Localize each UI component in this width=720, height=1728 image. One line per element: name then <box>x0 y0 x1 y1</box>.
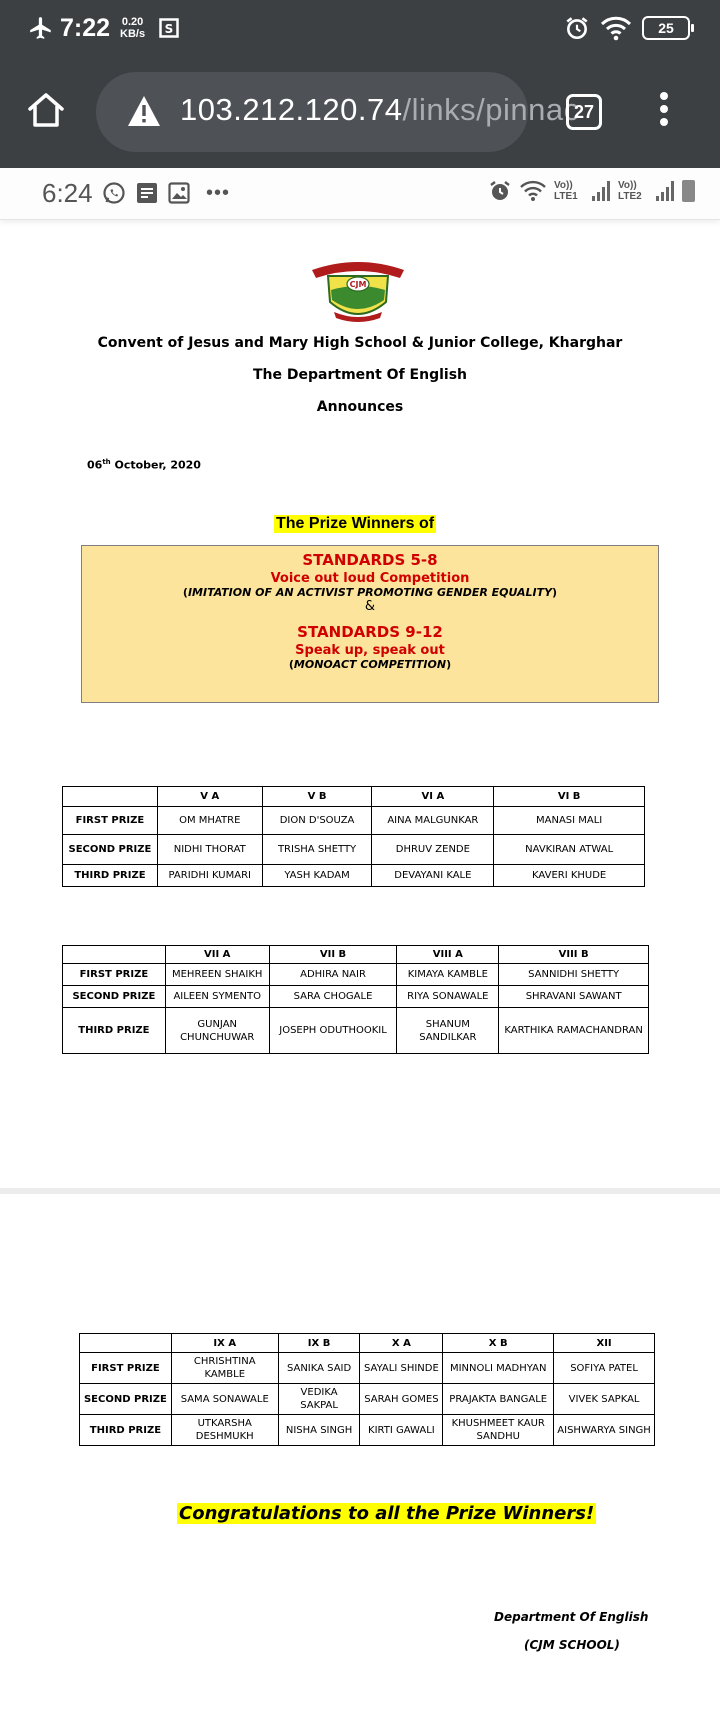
column-header: VI B <box>494 787 645 807</box>
winner-cell: SAMA SONAWALE <box>171 1384 278 1415</box>
column-header: IX A <box>171 1334 278 1353</box>
winner-cell: VIVEK SAPKAL <box>554 1384 655 1415</box>
table-row <box>80 1384 655 1415</box>
winner-cell: SARAH GOMES <box>360 1384 443 1415</box>
status-bar-left <box>28 12 179 44</box>
winner-cell: TRISHA SHETTY <box>262 835 372 865</box>
embedded-notification-icons <box>102 181 230 205</box>
embedded-alarm-icon <box>488 179 512 203</box>
winner-cell: DION D'SOUZA <box>262 807 372 835</box>
row-label: THIRD PRIZE <box>63 865 158 887</box>
row-label: FIRST PRIZE <box>63 807 158 835</box>
status-time: 7:22 <box>60 13 111 42</box>
winner-cell: SANIKA SAID <box>278 1353 360 1384</box>
school-crest-logo <box>308 256 408 324</box>
winner-cell: SOFIYA PATEL <box>554 1353 655 1384</box>
winner-cell: SARA CHOGALE <box>269 986 397 1008</box>
url-text[interactable]: 103.212.120.74/links/pinnac <box>180 92 580 127</box>
winner-cell: VEDIKA SAKPAL <box>278 1384 360 1415</box>
column-header: VII A <box>165 946 269 964</box>
winner-cell: KIMAYA KAMBLE <box>397 964 499 986</box>
battery-indicator: 25 <box>642 16 690 40</box>
tab-switcher-button[interactable]: 27 <box>566 94 602 130</box>
column-header: VIII B <box>499 946 649 964</box>
table-row <box>63 964 649 986</box>
table-row <box>80 1415 655 1446</box>
row-label: SECOND PRIZE <box>80 1384 172 1415</box>
notification-s-icon <box>159 18 179 38</box>
row-label: FIRST PRIZE <box>63 964 166 986</box>
signature-department: Department Of English <box>494 1610 649 1624</box>
home-icon[interactable] <box>26 90 66 130</box>
embedded-wifi-icon <box>520 180 546 202</box>
table-row <box>63 1008 649 1054</box>
winner-cell: SHRAVANI SAWANT <box>499 986 649 1008</box>
winner-cell: KAVERI KHUDE <box>494 865 645 887</box>
winner-cell: JOSEPH ODUTHOOKIL <box>269 1008 397 1054</box>
row-label: THIRD PRIZE <box>80 1415 172 1446</box>
row-label: SECOND PRIZE <box>63 986 166 1008</box>
winner-cell: DEVAYANI KALE <box>372 865 494 887</box>
signature-school: (CJM SCHOOL) <box>524 1638 620 1652</box>
table-row <box>80 1353 655 1384</box>
column-header: X B <box>443 1334 554 1353</box>
sim2-label: Vo)) LTE2 <box>618 180 642 202</box>
competition-details-box <box>81 545 659 703</box>
winner-cell: GUNJAN CHUNCHUWAR <box>165 1008 269 1054</box>
congratulations-banner: Congratulations to all the Prize Winners! <box>179 1503 595 1524</box>
airplane-mode-icon <box>28 15 54 41</box>
status-bar-right <box>564 12 690 44</box>
table-row <box>63 986 649 1008</box>
winner-cell: MINNOLI MADHYAN <box>443 1353 554 1384</box>
table-row <box>63 835 645 865</box>
competition-1-name: Voice out loud Competition <box>270 571 470 586</box>
svg-text:S: S <box>164 22 174 36</box>
column-header: V B <box>262 787 372 807</box>
sim2-signal-icon <box>656 181 674 201</box>
ampersand: & <box>364 599 376 614</box>
winner-cell: NISHA SINGH <box>278 1415 360 1446</box>
table-row <box>63 807 645 835</box>
table-corner <box>63 946 166 964</box>
winner-cell: AINA MALGUNKAR <box>372 807 494 835</box>
table-corner <box>80 1334 172 1353</box>
winner-cell: AILEEN SYMENTO <box>165 986 269 1008</box>
winners-table-std-7-8 <box>62 945 649 1054</box>
page-separator <box>0 1188 720 1194</box>
sim1-label: Vo)) LTE1 <box>554 180 578 202</box>
winner-cell: SANNIDHI SHETTY <box>499 964 649 986</box>
prize-winners-title: The Prize Winners of <box>276 515 435 532</box>
svg-text:CJM: CJM <box>349 280 367 289</box>
winner-cell: AISHWARYA SINGH <box>554 1415 655 1446</box>
document-icon <box>136 182 158 204</box>
winner-cell: KHUSHMEET KAUR SANDHU <box>443 1415 554 1446</box>
gallery-icon <box>168 182 190 204</box>
standards-9-12-heading: STANDARDS 9-12 <box>297 623 443 641</box>
competition-1-detail: (IMITATION OF AN ACTIVIST PROMOTING GENDER EQUALITY) <box>182 586 558 599</box>
winner-cell: ADHIRA NAIR <box>269 964 397 986</box>
announces-text: Announces <box>316 399 404 415</box>
winner-cell: PRAJAKTA BANGALE <box>443 1384 554 1415</box>
column-header: VIII A <box>397 946 499 964</box>
competition-2-name: Speak up, speak out <box>295 643 445 658</box>
table-corner <box>63 787 158 807</box>
more-options-icon[interactable] <box>654 92 674 132</box>
winner-cell: YASH KADAM <box>262 865 372 887</box>
browser-chrome <box>0 0 720 168</box>
winner-cell: PARIDHI KUMARI <box>157 865 262 887</box>
winner-cell: MANASI MALI <box>494 807 645 835</box>
embedded-time: 6:24 <box>42 178 93 208</box>
row-label: SECOND PRIZE <box>63 835 158 865</box>
network-speed: 0.20 KB/s <box>120 16 146 40</box>
not-secure-warning-icon[interactable] <box>126 94 162 128</box>
winner-cell: UTKARSHA DESHMUKH <box>171 1415 278 1446</box>
column-header: XII <box>554 1334 655 1353</box>
winner-cell: OM MHATRE <box>157 807 262 835</box>
winner-cell: SHANUM SANDILKAR <box>397 1008 499 1054</box>
wifi-icon <box>600 15 632 41</box>
embedded-status-bar <box>0 168 720 220</box>
column-header: V A <box>157 787 262 807</box>
column-header: VI A <box>372 787 494 807</box>
winner-cell: DHRUV ZENDE <box>372 835 494 865</box>
winners-table-std-5-6 <box>62 786 645 887</box>
announcement-date: 06th October, 2020 <box>87 458 201 472</box>
winner-cell: RIYA SONAWALE <box>397 986 499 1008</box>
winner-cell: MEHREEN SHAIKH <box>165 964 269 986</box>
table-row <box>63 865 645 887</box>
row-label: THIRD PRIZE <box>63 1008 166 1054</box>
row-label: FIRST PRIZE <box>80 1353 172 1384</box>
alarm-icon <box>564 15 590 41</box>
embedded-battery-icon <box>682 180 695 202</box>
winner-cell: CHRISHTINA KAMBLE <box>171 1353 278 1384</box>
sim1-signal-icon <box>592 181 610 201</box>
winners-table-std-9-12 <box>79 1333 655 1446</box>
winner-cell: SAYALI SHINDE <box>360 1353 443 1384</box>
winner-cell: NAVKIRAN ATWAL <box>494 835 645 865</box>
column-header: X A <box>360 1334 443 1353</box>
more-notifications: ••• <box>206 181 231 204</box>
standards-5-8-heading: STANDARDS 5-8 <box>302 551 438 569</box>
winner-cell: KIRTI GAWALI <box>360 1415 443 1446</box>
address-bar[interactable] <box>96 72 580 152</box>
winner-cell: KARTHIKA RAMACHANDRAN <box>499 1008 649 1054</box>
column-header: IX B <box>278 1334 360 1353</box>
embedded-system-icons <box>488 179 695 203</box>
competition-2-detail: (MONOACT COMPETITION) <box>288 658 452 671</box>
column-header: VII B <box>269 946 397 964</box>
school-name: Convent of Jesus and Mary High School & Junior College, Kharghar <box>97 335 623 351</box>
winner-cell: NIDHI THORAT <box>157 835 262 865</box>
department-name: The Department Of English <box>253 367 467 383</box>
whatsapp-icon <box>102 181 126 205</box>
